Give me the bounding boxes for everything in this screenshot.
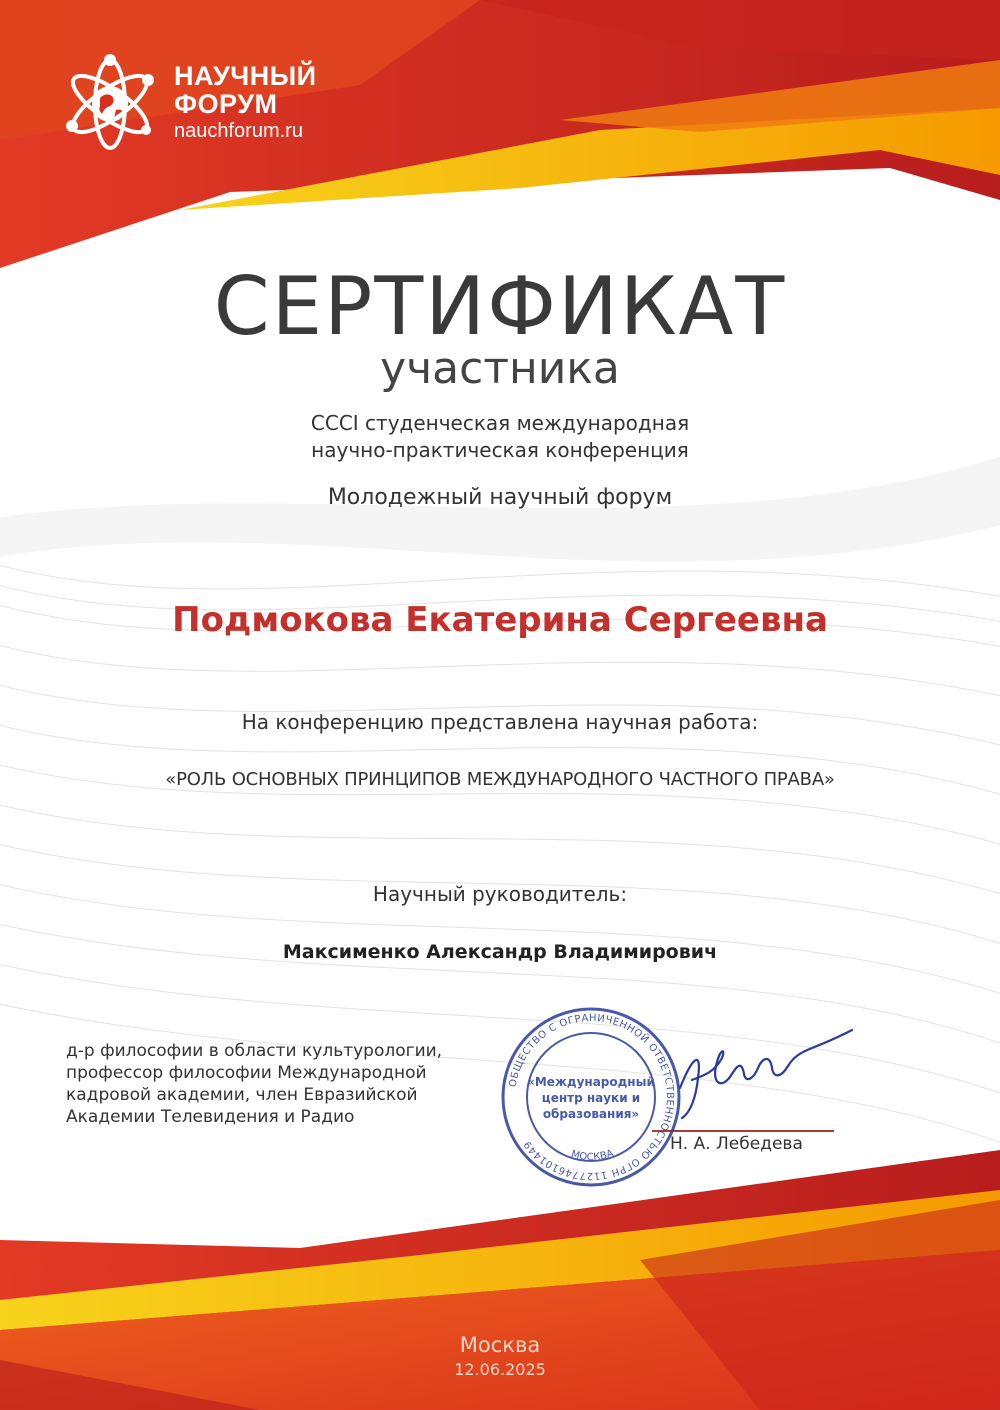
supervisor-desc-line: кадровой академии, член Евразийской <box>66 1085 418 1105</box>
company-seal <box>498 1004 684 1190</box>
logo-line-1: НАУЧНЫЙ <box>174 61 317 91</box>
conference-name <box>0 410 1000 464</box>
footer-date: 12.06.2025 <box>454 1360 546 1379</box>
logo-line-2: ФОРУМ <box>174 89 278 119</box>
supervisor-desc-line: профессор философии Международной <box>66 1063 427 1083</box>
footer-city: Москва <box>459 1333 541 1357</box>
certificate-title: СЕРТИФИКАТ <box>213 260 787 353</box>
signer-name: Н. А. Лебедева <box>670 1134 803 1154</box>
logo[interactable] <box>60 52 350 162</box>
conference-line-2: научно-практическая конференция <box>311 438 689 462</box>
seal-center-line-3: образования» <box>542 1107 640 1121</box>
work-label: На конференцию представлена научная работа: <box>241 710 759 734</box>
supervisor-description <box>66 1040 506 1128</box>
forum-name: Молодежный научный форум <box>327 485 673 510</box>
seal-bottom-text: МОСКВА <box>569 1148 615 1164</box>
atom-globe-icon <box>60 52 160 152</box>
supervisor-desc-line: д-р философии в области культурологии, <box>66 1041 443 1061</box>
work-title: «РОЛЬ ОСНОВНЫХ ПРИНЦИПОВ МЕЖДУНАРОДНОГО ЧАСТНОГО ПРАВА» <box>165 769 835 790</box>
supervisor-name: Максименко Александр Владимирович <box>282 941 718 963</box>
seal-center-line-2: центр науки и <box>541 1091 641 1105</box>
participant-name: Подмокова Екатерина Сергеевна <box>172 600 828 640</box>
certificate-subtitle: участника <box>380 343 620 394</box>
handwritten-signature <box>662 1018 862 1128</box>
logo-url[interactable]: nauchforum.ru <box>174 120 303 142</box>
supervisor-label: Научный руководитель: <box>372 882 628 906</box>
seal-center-line-1: «Международный <box>527 1075 655 1089</box>
seal-ring-text: ОБЩЕСТВО С ОГРАНИЧЕННОЙ ОТВЕТСТВЕННОСТЬЮ ОГРН 1127746101449 <box>507 1012 676 1182</box>
svg-text:МОСКВА <box>570 1148 615 1163</box>
conference-line-1: CCCI студенческая международная <box>310 411 690 435</box>
supervisor-desc-line: Академии Телевидения и Радио <box>66 1107 355 1127</box>
